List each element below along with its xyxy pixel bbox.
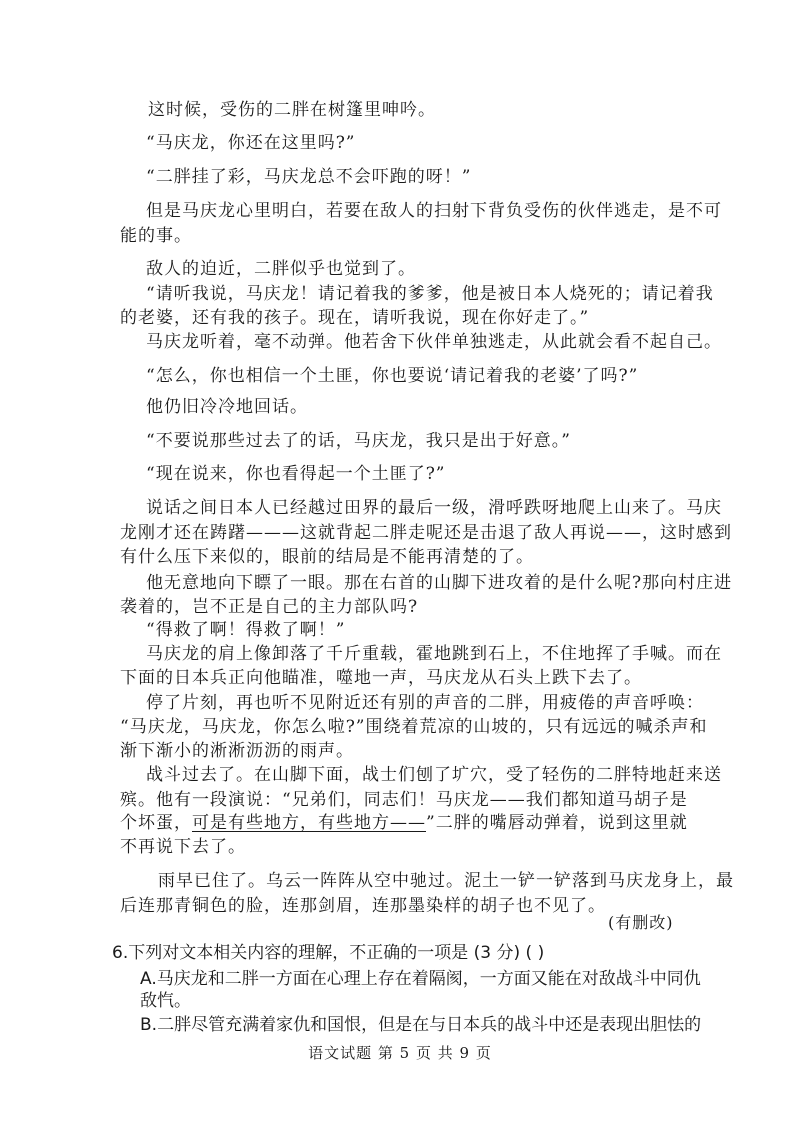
story-line: 停了片刻，再也听不见附近还有别的声音的二胖，用疲倦的声音呼唤： bbox=[146, 693, 704, 713]
story-line: 他无意地向下瞟了一眼。那在右首的山脚下进攻着的是什么呢?那向村庄进 bbox=[146, 573, 733, 593]
story-line: 下面的日本兵正向他瞄准，噬地一声，马庆龙从石头上跌下去了。 bbox=[120, 668, 642, 688]
question-stem: 6.下列对文本相关内容的理解，不正确的一项是 bbox=[112, 943, 469, 963]
option-a-continued: 敌忾。 bbox=[140, 991, 191, 1011]
story-line: 袭着的，岂不正是自己的主力部队吗? bbox=[120, 597, 419, 617]
story-text: ”二胖的嘴唇动弹着，说到这里就 bbox=[426, 813, 688, 833]
story-line: 后连那青铜色的脸，连那剑眉，连那墨染样的胡子也不见了。 bbox=[120, 896, 606, 916]
option-a: A.马庆龙和二胖一方面在心理上存在着隔阂，一方面又能在对敌战斗中同仇 bbox=[140, 969, 701, 989]
story-line: 有什么压下来似的，眼前的结局是不能再清楚的了。 bbox=[120, 547, 534, 567]
story-line: 殡。他有一段演说：“兄弟们，同志们！马庆龙——我们都知道马胡子是 bbox=[120, 790, 688, 810]
story-line: 敌人的迫近，二胖似乎也觉到了。 bbox=[146, 259, 416, 279]
story-line: 的老婆，还有我的孩子。现在，请听我说，现在你好走了。” bbox=[120, 308, 590, 328]
story-line: 马庆龙的肩上像卸落了千斤重载，霍地跳到石上，不住地挥了手喊。而在 bbox=[146, 644, 722, 664]
story-line: 能的事。 bbox=[120, 226, 192, 246]
story-line: 但是马庆龙心里明白，若要在敌人的扫射下背负受伤的伙伴逃走，是不可 bbox=[146, 201, 722, 221]
story-line: “得救了啊！得救了啊！” bbox=[146, 620, 346, 640]
story-line: “二胖挂了彩，马庆龙总不会吓跑的呀！” bbox=[146, 167, 472, 187]
story-line: “不要说那些过去了的话，马庆龙，我只是出于好意。” bbox=[146, 431, 571, 451]
story-line: 战斗过去了。在山脚下面，战士们刨了圹穴，受了轻伤的二胖特地赶来送 bbox=[146, 765, 722, 785]
answer-paren: ( ) bbox=[525, 943, 545, 963]
source-note: (有删改) bbox=[608, 913, 674, 932]
story-line: “怎么，你也相信一个土匪，你也要说‘请记着我的老婆’了吗?” bbox=[146, 366, 639, 386]
story-line: “马庆龙，马庆龙，你怎么啦?”围绕着荒凉的山坡的，只有远远的喊杀声和 bbox=[120, 717, 708, 737]
story-line: “马庆龙，你还在这里吗?” bbox=[146, 133, 356, 153]
story-line: 这时候，受伤的二胖在树篷里呻吟。 bbox=[148, 100, 436, 120]
question-score: (3 分) bbox=[473, 943, 521, 963]
option-b: B.二胖尽管充满着家仇和国恨，但是在与日本兵的战斗中还是表现出胆怯的 bbox=[140, 1015, 702, 1035]
story-text: 个坏蛋， bbox=[120, 813, 192, 833]
story-line: “请听我说，马庆龙！请记着我的爹爹，他是被日本人烧死的；请记着我 bbox=[146, 284, 714, 304]
story-line: “现在说来，你也看得起一个土匪了?” bbox=[146, 464, 446, 484]
story-line: 不再说下去了。 bbox=[120, 837, 246, 857]
story-line: 他仍旧冷冷地回话。 bbox=[146, 397, 308, 417]
story-line: 说话之间日本人已经越过田界的最后一级，滑呼跌呀地爬上山来了。马庆 bbox=[146, 498, 722, 518]
story-line: 雨早已住了。乌云一阵阵从空中驰过。泥土一铲一铲落到马庆龙身上，最 bbox=[158, 871, 734, 891]
underlined-phrase: 可是有些地方，有些地方—— bbox=[192, 813, 426, 833]
page-footer: 语文试题 第 5 页 共 9 页 bbox=[308, 1044, 492, 1062]
story-line: 龙刚才还在踌躇———这就背起二胖走呢还是击退了敌人再说——，这时感到 bbox=[120, 523, 732, 543]
question-stem-line bbox=[112, 942, 544, 964]
story-line: 渐下渐小的淅淅沥沥的雨声。 bbox=[120, 741, 354, 761]
story-line: 马庆龙听着，毫不动弹。他若舍下伙伴单独逃走，从此就会看不起自己。 bbox=[146, 332, 722, 352]
story-line-with-underline bbox=[120, 812, 688, 834]
